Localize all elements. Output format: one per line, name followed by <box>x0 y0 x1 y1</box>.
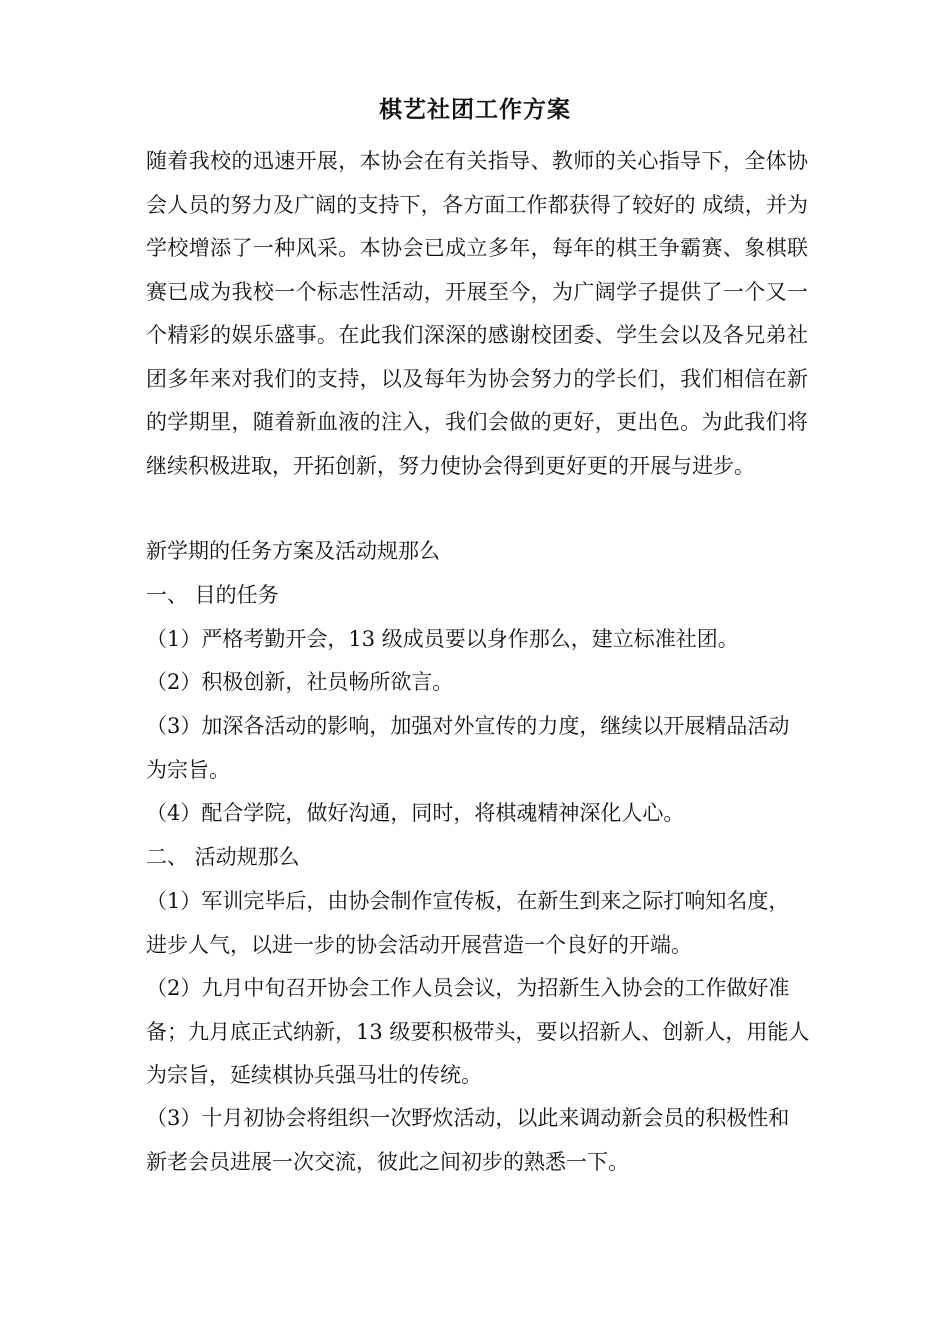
intro-text: 随着我校的迅速开展，本协会在有关指导、教师的关心指导下，全体协会人员的努力及广阔的支持下，各方面工作都获得了较好的 成绩，并为学校增添了一种风采。本协会已成立多年，每年的棋王争霸赛、象棋联赛已成为我校一个标志性活动，开展至今，为广阔学子提供了一个又一个精彩的娱乐盛事。在此我们深深的感谢校团委、学生会以及各兄弟社团多年来对我们的支持，以及每年为协会努力的学长们，我们相信在新的学期里，随着新血液的注入，我们会做的更好，更出色。为此我们将继续积极进取，开拓创新，努力使协会得到更好更的开展与进步。 <box>146 149 808 478</box>
item-text: 配合学院，做好沟通，同时，将棋魂精神深化人心。 <box>201 801 685 825</box>
document-title: 棋艺社团工作方案 <box>379 96 571 123</box>
item-number: （1） <box>146 889 202 913</box>
item-number: （2） <box>146 976 202 1000</box>
item-text: 加深各活动的影响，加强对外宣传的力度，继续以开展精品活动为宗旨。 <box>146 714 790 782</box>
item-text: 十月初协会将组织一次野炊活动，以此来调动新会员的积极性和新老会员进展一次交流，彼此之间初步的熟悉一下。 <box>146 1106 790 1174</box>
section1-item-3 <box>146 705 810 792</box>
item-text: 军训完毕后，由协会制作宣传板，在新生到来之际打响知名度，进步人气，以进一步的协会活动开展营造一个良好的开端。 <box>146 889 790 957</box>
item-number: （4） <box>146 801 202 825</box>
section1-item-1 <box>146 618 810 662</box>
item-text: 严格考勤开会，13 级成员要以身作那么，建立标准社团。 <box>201 627 739 651</box>
item-text: 积极创新，社员畅所欲言。 <box>201 670 454 694</box>
section2-item-1 <box>146 880 810 967</box>
intro-paragraph <box>146 140 808 488</box>
item-number: （3） <box>146 714 202 738</box>
section1-item-2 <box>146 661 810 705</box>
plan-heading: 新学期的任务方案及活动规那么 <box>146 539 440 563</box>
section2-item-3 <box>146 1097 810 1184</box>
item-number: （3） <box>146 1106 202 1130</box>
section2-heading: 二、 活动规那么 <box>146 845 300 869</box>
section1-heading: 一、 目的任务 <box>146 583 279 607</box>
item-number: （1） <box>146 627 202 651</box>
item-number: （2） <box>146 670 202 694</box>
section2-item-2 <box>146 967 810 1098</box>
section1-item-4 <box>146 792 810 836</box>
item-text: 九月中旬召开协会工作人员会议，为招新生入协会的工作做好准备；九月底正式纳新，13 级要积极带头，要以招新人、创新人，用能人为宗旨，延续棋协兵强马壮的传统。 <box>146 976 810 1087</box>
